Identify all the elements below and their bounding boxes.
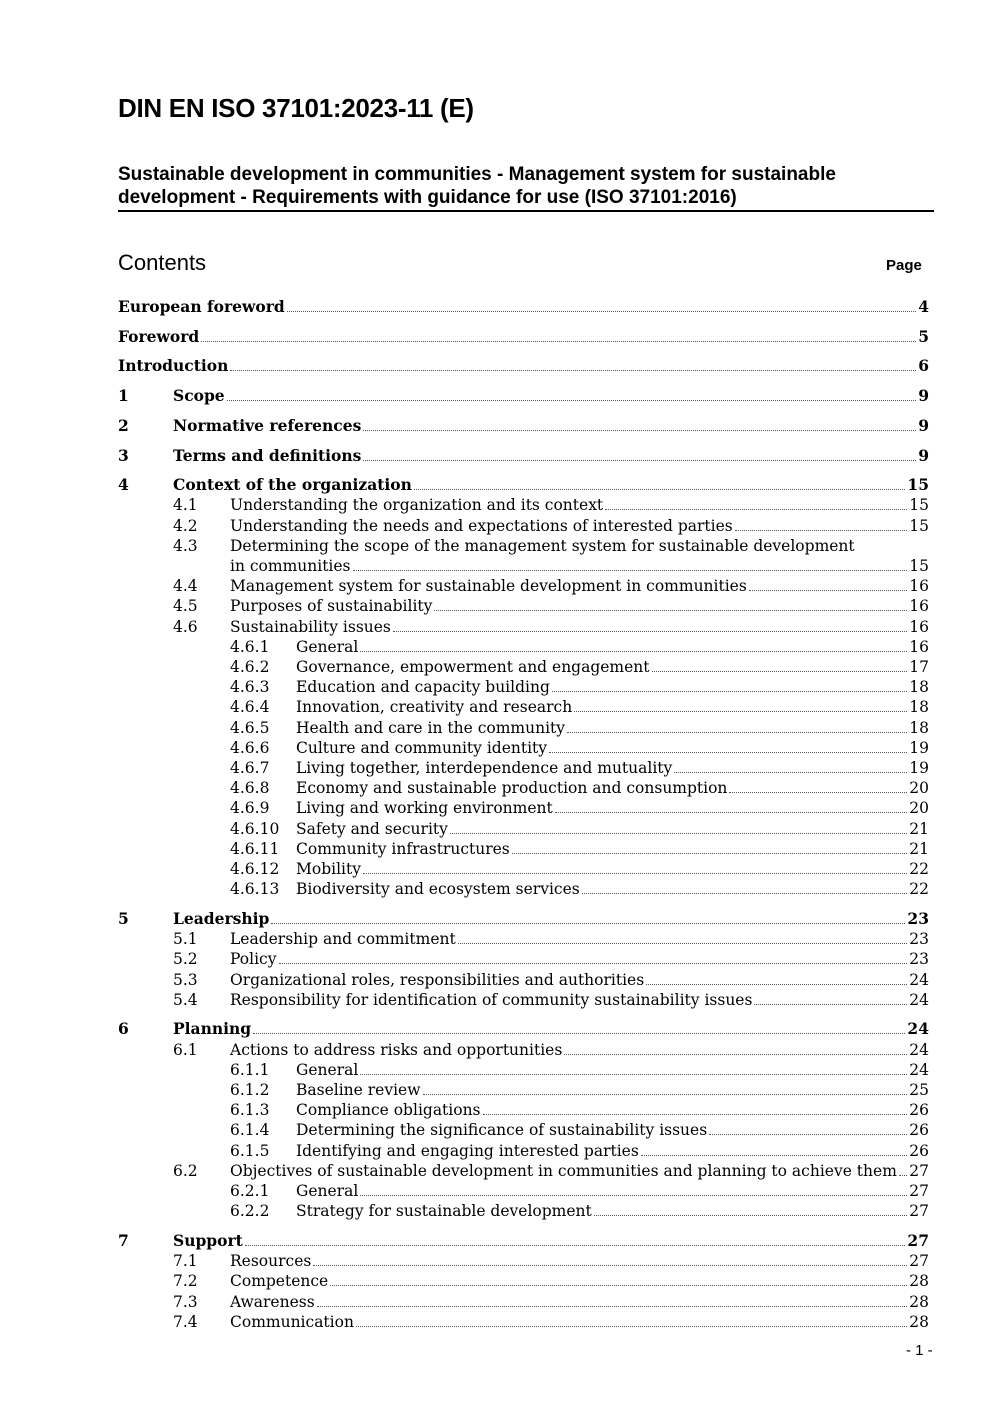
toc-entry-title: European foreword (118, 297, 285, 316)
toc-dot-leader (271, 911, 905, 924)
toc-entry-page: 27 (909, 1252, 929, 1271)
toc-entry[interactable] (0, 929, 992, 949)
toc-entry[interactable] (0, 327, 992, 347)
toc-entry-page: 18 (909, 678, 929, 697)
toc-entry-number: 4.6.7 (230, 759, 270, 777)
toc-entry-title: Economy and sustainable production and consumption (296, 779, 728, 798)
toc-entry-title: Awareness (230, 1292, 315, 1311)
toc-entry-title: Living together, interdependence and mutuality (296, 759, 673, 777)
toc-entry-number: 6.1 (173, 1040, 198, 1059)
toc-entry[interactable] (0, 1201, 992, 1221)
toc-entry-page: 16 (909, 577, 929, 596)
toc-entry-page: 28 (909, 1312, 929, 1331)
toc-entry-title: Policy (230, 950, 277, 969)
toc-entry-page: 18 (909, 718, 929, 737)
toc-entry-page: 16 (909, 637, 929, 656)
toc-dot-leader (749, 578, 907, 591)
toc-entry-title: Management system for sustainable development in communities (230, 577, 747, 596)
toc-entry-number: 6.1.3 (230, 1101, 270, 1120)
toc-entry-number: 6.1.1 (230, 1060, 270, 1079)
toc-entry-page: 17 (909, 658, 929, 676)
toc-dot-leader (245, 1233, 906, 1246)
toc-entry[interactable] (0, 495, 992, 515)
toc-dot-leader (356, 1314, 907, 1327)
toc-entry-title: Education and capacity building (296, 678, 550, 697)
toc-entry-title: General (296, 1182, 359, 1200)
toc-entry-title: Health and care in the community (296, 718, 566, 737)
toc-entry-title: General (296, 1060, 359, 1079)
toc-entry[interactable] (0, 839, 992, 859)
toc-entry-title: Terms and definitions (173, 445, 362, 465)
toc-entry[interactable] (0, 617, 992, 637)
toc-entry[interactable] (0, 1251, 992, 1271)
contents-heading: Contents (118, 250, 207, 275)
toc-dot-leader (899, 1163, 907, 1176)
toc-entry[interactable] (0, 297, 992, 317)
toc-entry-page: 27 (909, 1182, 929, 1200)
toc-entry-title: Determining the scope of the management system for sustainable development (230, 536, 855, 555)
toc-entry-page: 25 (909, 1081, 929, 1099)
toc-entry[interactable] (0, 1040, 992, 1060)
toc-dot-leader (458, 931, 908, 944)
toc-entry-number: 4.6.3 (230, 678, 270, 697)
toc-dot-leader (483, 1102, 908, 1115)
toc-entry-page: 27 (909, 1202, 929, 1221)
toc-entry-title: Sustainability issues (230, 617, 391, 636)
toc-entry[interactable] (0, 778, 992, 798)
toc-entry-title: Governance, empowerment and engagement (296, 658, 650, 676)
toc-entry-title: General (296, 637, 359, 656)
toc-entry-page: 15 (909, 516, 929, 535)
toc-entry-number: 4.2 (173, 516, 198, 535)
toc-entry-number: 7 (118, 1230, 129, 1250)
toc-dot-leader (652, 659, 908, 672)
toc-entry-page: 16 (909, 617, 929, 636)
toc-entry-page: 5 (918, 326, 929, 346)
toc-entry-page: 21 (909, 819, 929, 838)
toc-entry[interactable] (0, 819, 992, 839)
toc-entry-page: 27 (909, 1161, 929, 1180)
toc-entry-title: Competence (230, 1272, 329, 1291)
toc-dot-leader (641, 1143, 907, 1156)
toc-entry-number: 3 (118, 445, 129, 465)
toc-entry[interactable] (0, 758, 992, 778)
toc-entry[interactable] (0, 386, 992, 406)
toc-entry[interactable] (0, 475, 992, 495)
toc-entry-title: Normative references (173, 415, 362, 435)
toc-entry[interactable] (0, 1231, 992, 1251)
toc-entry-title: Compliance obligations (296, 1101, 481, 1120)
toc-entry-number: 4.6.5 (230, 718, 270, 737)
toc-entry-page: 9 (918, 386, 929, 406)
toc-dot-leader (555, 800, 908, 813)
toc-entry-number: 4.6.6 (230, 738, 270, 757)
toc-dot-leader (353, 558, 908, 571)
toc-entry-number: 5.4 (173, 990, 198, 1009)
toc-entry-page: 9 (918, 415, 929, 435)
toc-dot-leader (567, 720, 907, 733)
toc-dot-leader (313, 1253, 907, 1266)
toc-dot-leader (287, 299, 916, 312)
toc-entry-title: Resources (230, 1252, 312, 1271)
toc-entry-title: Purposes of sustainability (230, 597, 433, 616)
toc-entry-title: Mobility (296, 860, 361, 878)
toc-entry-number: 4.6.9 (230, 799, 270, 818)
toc-entry[interactable] (0, 657, 992, 677)
toc-entry-page: 6 (918, 356, 929, 376)
toc-entry-title: Leadership and commitment (230, 930, 456, 949)
toc-entry-page: 28 (909, 1272, 929, 1291)
toc-entry[interactable] (0, 1161, 992, 1181)
toc-entry-number: 4.6.13 (230, 880, 280, 899)
toc-entry[interactable] (0, 576, 992, 596)
toc-entry-title: Scope (173, 386, 225, 406)
toc-entry[interactable] (0, 446, 992, 466)
toc-entry[interactable] (0, 990, 992, 1010)
toc-entry-number: 1 (118, 386, 129, 406)
toc-entry-page: 27 (907, 1230, 929, 1250)
toc-entry-number: 4.6.12 (230, 860, 280, 878)
toc-entry[interactable] (0, 697, 992, 717)
toc-entry-number: 6.2 (173, 1161, 198, 1180)
toc-entry[interactable] (0, 637, 992, 657)
toc-entry-title: Baseline review (296, 1081, 421, 1099)
toc-dot-leader (646, 972, 907, 985)
toc-dot-leader (330, 1273, 907, 1286)
toc-dot-leader (574, 699, 907, 712)
toc-dot-leader (450, 821, 907, 834)
toc-dot-leader (279, 951, 908, 964)
toc-dot-leader (594, 1203, 908, 1216)
toc-entry-title: Determining the significance of sustainability issues (296, 1121, 708, 1140)
toc-entry-page: 15 (907, 475, 929, 495)
toc-entry[interactable] (0, 879, 992, 899)
toc-entry[interactable] (0, 1019, 992, 1039)
toc-entry-number: 4.6.1 (230, 637, 270, 656)
toc-dot-leader (434, 598, 907, 611)
toc-entry-number: 6.1.2 (230, 1081, 270, 1099)
toc-entry[interactable] (0, 356, 992, 376)
toc-entry-number: 4.1 (173, 496, 198, 515)
toc-entry-number: 4.3 (173, 536, 198, 555)
toc-entry-title: Safety and security (296, 819, 448, 838)
toc-entry-number: 4.5 (173, 597, 198, 616)
toc-entry-number: 7.2 (173, 1272, 198, 1291)
toc-entry-page: 22 (909, 880, 929, 899)
toc-entry-title: Communication (230, 1312, 354, 1331)
toc-entry-page: 19 (909, 759, 929, 777)
toc-dot-leader (582, 881, 908, 894)
toc-entry[interactable] (0, 949, 992, 969)
toc-entry[interactable] (0, 516, 992, 536)
toc-dot-leader (549, 740, 907, 753)
toc-entry-number: 5 (118, 908, 129, 928)
toc-entry-page: 24 (907, 1019, 929, 1039)
toc-entry-number: 5.1 (173, 930, 198, 949)
toc-entry[interactable] (0, 677, 992, 697)
toc-dot-leader (735, 518, 908, 531)
toc-dot-leader (360, 1062, 907, 1075)
toc-entry[interactable] (0, 718, 992, 738)
toc-dot-leader (393, 619, 907, 632)
toc-dot-leader (201, 329, 916, 342)
toc-entry-page: 24 (909, 970, 929, 989)
toc-entry[interactable] (0, 1181, 992, 1201)
toc-dot-leader (423, 1082, 908, 1095)
toc-entry-number: 7.4 (173, 1312, 198, 1331)
toc-entry[interactable] (0, 1080, 992, 1100)
toc-entry[interactable] (0, 1060, 992, 1080)
toc-entry-title: Living and working environment (296, 799, 553, 818)
toc-entry-page: 4 (918, 297, 929, 316)
toc-dot-leader (552, 679, 907, 692)
toc-entry-title: Support (173, 1230, 243, 1250)
toc-entry[interactable] (0, 596, 992, 616)
toc-dot-leader (709, 1122, 907, 1135)
toc-entry[interactable] (0, 416, 992, 436)
toc-entry-number: 7.1 (173, 1252, 198, 1271)
toc-dot-leader (564, 1042, 907, 1055)
toc-dot-leader (253, 1021, 905, 1034)
toc-entry-page: 9 (918, 445, 929, 465)
toc-entry-number: 4.6.4 (230, 698, 270, 717)
toc-dot-leader (360, 639, 907, 652)
toc-entry-number: 7.3 (173, 1292, 198, 1311)
toc-entry-page: 18 (909, 698, 929, 717)
toc-entry[interactable] (0, 1292, 992, 1312)
toc-entry-title: Context of the organization (173, 475, 412, 495)
toc-dot-leader (363, 418, 916, 431)
toc-dot-leader (729, 780, 907, 793)
toc-entry-number: 6.2.2 (230, 1202, 270, 1221)
toc-entry-number: 6.1.4 (230, 1121, 270, 1140)
toc-entry-number: 5.3 (173, 970, 198, 989)
toc-entry-title: Understanding the organization and its context (230, 496, 604, 515)
toc-entry-title: Strategy for sustainable development (296, 1202, 592, 1221)
toc-entry-title: Innovation, creativity and research (296, 698, 573, 717)
toc-dot-leader (363, 861, 907, 874)
toc-entry-page: 24 (909, 1060, 929, 1079)
toc-entry[interactable] (0, 1271, 992, 1291)
toc-entry-page: 20 (909, 779, 929, 798)
toc-entry-page: 26 (909, 1121, 929, 1140)
toc-entry-page: 15 (909, 556, 929, 575)
toc-entry[interactable] (0, 1312, 992, 1332)
toc-entry-page: 23 (909, 950, 929, 969)
toc-entry-number: 6.1.5 (230, 1141, 270, 1160)
toc-entry-number: 4 (118, 475, 129, 495)
toc-entry-page: 15 (909, 496, 929, 515)
page-number: - 1 - (906, 1342, 933, 1359)
toc-entry[interactable] (0, 909, 992, 929)
toc-entry-page: 19 (909, 738, 929, 757)
toc-entry-page: 22 (909, 860, 929, 878)
toc-entry-page: 26 (909, 1141, 929, 1160)
toc-entry-number: 6 (118, 1019, 129, 1039)
toc-entry-title: Actions to address risks and opportunities (230, 1040, 563, 1059)
toc-entry[interactable] (0, 536, 992, 576)
document-title: DIN EN ISO 37101:2023-11 (E) (118, 93, 474, 123)
toc-entry-page: 24 (909, 990, 929, 1009)
toc-entry-page: 26 (909, 1101, 929, 1120)
toc-entry-number: 4.4 (173, 577, 198, 596)
toc-entry-title: Culture and community identity (296, 738, 548, 757)
toc-entry[interactable] (0, 859, 992, 879)
toc-dot-leader (754, 992, 907, 1005)
toc-entry-title: Foreword (118, 326, 200, 346)
toc-entry-title: Biodiversity and ecosystem services (296, 880, 580, 899)
toc-entry-title: Planning (173, 1019, 252, 1039)
toc-entry[interactable] (0, 1120, 992, 1140)
toc-dot-leader (230, 358, 916, 371)
toc-dot-leader (227, 388, 917, 401)
toc-entry-page: 21 (909, 839, 929, 858)
toc-entry-page: 16 (909, 597, 929, 616)
toc-entry[interactable] (0, 798, 992, 818)
toc-entry-title: Responsibility for identification of community sustainability issues (230, 990, 753, 1009)
toc-entry-title: Objectives of sustainable development in communities and planning to achieve them (230, 1161, 897, 1180)
toc-entry[interactable] (0, 1141, 992, 1161)
toc-entry-title: Identifying and engaging interested parties (296, 1141, 639, 1160)
toc-entry-number: 4.6.11 (230, 839, 280, 858)
toc-entry-title: Leadership (173, 908, 270, 928)
toc-entry[interactable] (0, 1100, 992, 1120)
toc-dot-leader (360, 1183, 907, 1196)
toc-entry-title: Organizational roles, responsibilities and authorities (230, 970, 645, 989)
toc-dot-leader (674, 760, 907, 773)
toc-entry-page: 23 (909, 930, 929, 949)
toc-entry-number: 6.2.1 (230, 1182, 270, 1200)
toc-entry-number: 4.6.8 (230, 779, 270, 798)
toc-entry-number: 4.6 (173, 617, 198, 636)
toc-entry-title: Community infrastructures (296, 839, 510, 858)
toc-entry-number: 4.6.2 (230, 658, 270, 676)
toc-entry-number: 5.2 (173, 950, 198, 969)
toc-dot-leader (512, 841, 908, 854)
toc-entry-number: 4.6.10 (230, 819, 280, 838)
toc-entry-page: 23 (907, 908, 929, 928)
toc-dot-leader (363, 448, 916, 461)
toc-entry-page: 20 (909, 799, 929, 818)
toc-dot-leader (317, 1294, 908, 1307)
document-subtitle: Sustainable development in communities - Management system for sustainable development - Requirements with guidance for use (ISO 37101:2016) (118, 164, 836, 208)
toc-entry[interactable] (0, 738, 992, 758)
toc-entry-title: Understanding the needs and expectations of interested parties (230, 516, 733, 535)
toc-entry-title-continued: in communities (230, 556, 351, 575)
toc-entry-number: 2 (118, 415, 129, 435)
toc-entry[interactable] (0, 970, 992, 990)
toc-dot-leader (414, 477, 906, 490)
toc-dot-leader (605, 497, 907, 510)
toc-entry-title: Introduction (118, 356, 229, 376)
toc-entry-page: 24 (909, 1040, 929, 1059)
page-column-heading: Page (886, 257, 922, 274)
toc-entry-page: 28 (909, 1292, 929, 1311)
